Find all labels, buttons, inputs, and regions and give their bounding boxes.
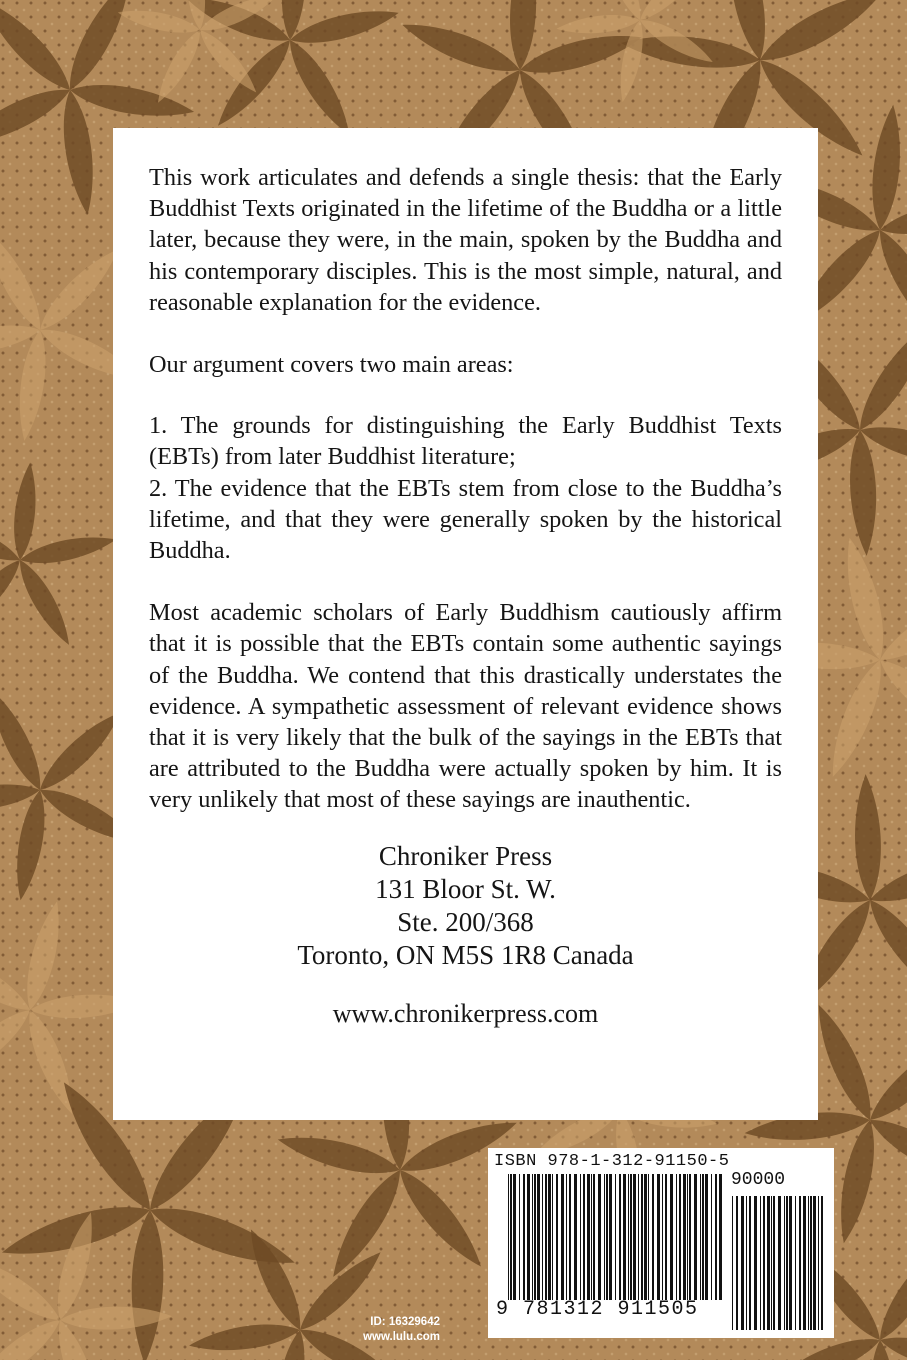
barcode-bar [741,1196,744,1330]
isbn-barcode [488,1148,834,1338]
leaf-shape [837,535,892,663]
leaf-shape [68,77,197,124]
barcode-bar [767,1196,770,1330]
lulu-id-number: ID: 16329642 [370,1316,440,1328]
publisher-name: Chroniker Press [378,840,553,871]
barcode-bar [803,1196,806,1330]
leaf-shape [57,88,100,216]
barcode-bar [566,1174,567,1300]
barcode-bar [638,1174,639,1300]
barcode-bar [583,1174,585,1300]
barcode-bar [652,1174,654,1300]
barcode-bar [628,1174,629,1300]
leaf-shape [753,0,889,72]
barcode-bar [510,1174,512,1300]
barcode-bar [623,1174,626,1300]
barcode-bar [754,1196,757,1330]
barcode-bar [799,1196,801,1330]
blurb-intro: This work articulates and defends a single thesis: that the Early Buddhist Texts originated in the lifetime of the Buddha or a little later, because they were, in the main, spoken by the Buddha and his contemporary disciples. This is the most simple, natural, and reasonable explanation for the evidence. [149,164,782,316]
barcode-bar [808,1196,809,1330]
barcode-bar [630,1174,632,1300]
barcode-bar [813,1196,816,1330]
publisher-address [149,840,782,972]
leaf-shape [556,11,641,37]
barcode-bar [657,1174,660,1300]
barcode-bar [789,1196,792,1330]
barcode-bar [679,1174,681,1300]
barcode-bar [763,1196,765,1330]
leaf-shape [867,103,906,231]
barcode-bar [537,1174,540,1300]
barcode-bar [778,1196,781,1330]
leaf-shape [390,1162,491,1275]
leaf-shape [0,226,50,336]
leaf-shape [0,684,50,795]
blurb-areas-heading: Our argument covers two main areas: [149,351,514,379]
leaf-shape [853,774,883,901]
lulu-identifier [330,1315,440,1345]
isbn-label: ISBN 978-1-312-91150-5 [494,1152,730,1171]
barcode-bar [527,1174,530,1300]
leaf-shape [32,242,126,338]
barcode-bar [694,1174,697,1300]
leaf-shape [18,530,118,570]
publisher-website: www.chronikerpress.com [332,998,599,1028]
barcode-bar [711,1174,712,1300]
barcode-bar [773,1196,775,1330]
back-cover-text-panel [113,128,818,1120]
barcode-bar [569,1174,571,1300]
barcode-bar [580,1174,581,1300]
publisher-address-line-3: Toronto, ON M5S 1R8 Canada [297,939,634,970]
leaf-shape [280,34,359,141]
leaf-shape [849,317,907,437]
barcode-bar [702,1174,704,1300]
leaf-shape [807,1000,882,1126]
leaf-shape [129,1209,166,1360]
barcode-bar [534,1174,536,1300]
barcode-bar [736,1196,738,1330]
barcode-bar [606,1174,608,1300]
leaf-shape [10,461,40,561]
barcode-digits: 9 781312 911505 [496,1298,699,1321]
blurb-area-1: 1. The grounds for distinguishing the Early Buddhist Texts (EBTs) from later Buddhist literature; [149,412,782,471]
barcode-bar [552,1174,553,1300]
leaf-shape [847,429,879,556]
leaf-shape [831,1117,882,1246]
barcode-bar [786,1196,788,1330]
barcode-bar [683,1174,686,1300]
barcode-bar [810,1196,812,1330]
barcode-bar [687,1174,688,1300]
leaf-shape [398,13,525,82]
barcode-bar [719,1174,722,1300]
barcode-bar [749,1196,751,1330]
publisher-address-line-1: 131 Bloor St. W. [375,873,556,904]
barcode-bar [648,1174,649,1300]
barcode-bar [513,1174,516,1300]
barcode-bar [548,1174,551,1300]
barcode-bar [556,1174,558,1300]
barcode-bar [523,1174,525,1300]
barcode-bar [715,1174,717,1300]
barcode-bar [821,1196,823,1330]
barcode-bar [676,1174,677,1300]
barcode-bar [732,1196,733,1330]
barcode-bar [545,1174,547,1300]
barcode-bar [519,1174,520,1300]
barcode-bar [619,1174,621,1300]
barcode-bar [598,1174,601,1300]
barcode-bar [508,1174,509,1300]
barcode-bar [665,1174,667,1300]
barcode-bar [670,1174,673,1300]
barcode-bar [705,1174,708,1300]
barcode-bar [593,1174,595,1300]
blurb-argument: Most academic scholars of Early Buddhism cautiously affirm that it is possible that the EBTs contain some authentic sayings of the Buddha. We contend that this drastically understates the evidence. A sympathetic assessment of relevant evidence shows that it is very likely that the bulk of the sayings in the EBTs that are attributed to the Buddha were actually spoken by him. It is very unlikely that most of these sayings are inauthentic. [149,599,782,814]
leaf-shape [188,1319,302,1357]
barcode-bar [604,1174,605,1300]
barcode-bar [641,1174,643,1300]
barcode-bar [662,1174,663,1300]
lulu-website: www.lulu.com [363,1331,440,1343]
leaf-shape [275,1127,403,1182]
barcode-bar [689,1174,691,1300]
barcode-bar [609,1174,612,1300]
barcode-bar [561,1174,564,1300]
leaf-shape [0,1248,66,1330]
blurb-area-2: 2. The evidence that the EBTs stem from close to the Buddha’s lifetime, and that they were generally spoken by the historical Buddha. [149,474,782,565]
leaf-shape [151,26,208,107]
barcode-bar [542,1174,543,1300]
leaf-shape [821,655,892,781]
barcode-bar [644,1174,647,1300]
price-code: 90000 [731,1170,786,1190]
barcode-bar [795,1196,796,1330]
barcode-bar [532,1174,533,1300]
leaf-shape [614,18,648,104]
barcode-bar [784,1196,785,1330]
barcode-bar [591,1174,592,1300]
leaf-shape [287,2,401,51]
leaf-shape [11,555,77,650]
barcode-bar [633,1174,636,1300]
barcode-bar [818,1196,819,1330]
barcode-bar [700,1174,701,1300]
leaf-shape [19,899,68,1013]
publisher-address-line-2: Ste. 200/368 [397,906,534,937]
leaf-shape [116,4,202,38]
barcode-bar [574,1174,577,1300]
barcode-bar [771,1196,772,1330]
leaf-shape [0,0,79,99]
barcode-bar [587,1174,590,1300]
barcode-bar [746,1196,747,1330]
barcode-bar [760,1196,761,1330]
leaf-shape [9,788,51,902]
barcode-bar [615,1174,616,1300]
leaf-shape [13,328,51,442]
